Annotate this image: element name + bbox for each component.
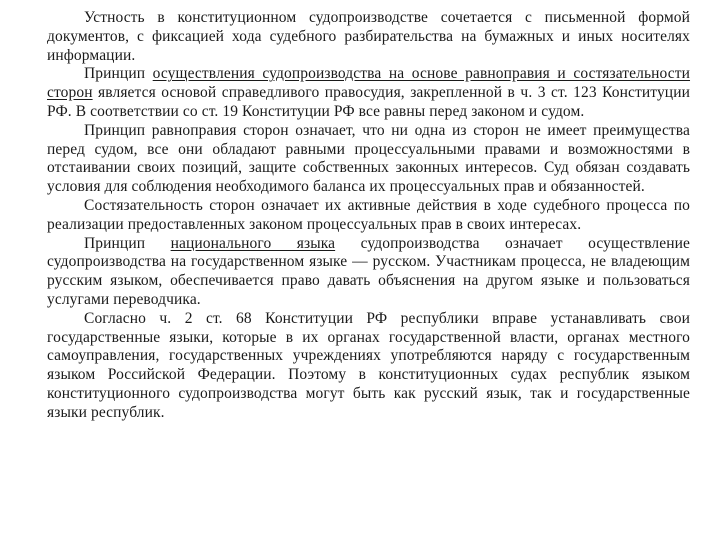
- paragraph-adversarial-principle: [47, 65, 690, 121]
- paragraph-text: Принцип равноправия сторон означает, что ни одна из сторон не имеет преимущества перед судом, все они обладают равными процессуальными правами и возможностями в отстаивании своих позиций, защите собственных законных интересов. Суд обязан создавать условия для соблюдения необходимого баланса их процессуальных прав и обязанностей.: [47, 121, 690, 196]
- paragraph-national-language: [47, 235, 690, 310]
- underlined-term: национального языка: [170, 234, 336, 252]
- document-page: [47, 9, 690, 423]
- paragraph-adversarialness: [47, 197, 690, 235]
- paragraph-text: является основой справедливого правосудия, закрепленной в ч. 3 ст. 123 Конституции РФ. В соответствии со ст. 19 Конституции РФ все равны перед законом и судом.: [47, 84, 690, 120]
- paragraph-republic-languages: [47, 310, 690, 423]
- underlined-term: осуществления судопроизводства на основе равноправия и состязательности сторон: [47, 65, 691, 102]
- paragraph-equality-of-parties: [47, 122, 690, 197]
- paragraph-text: Устность в конституционном судопроизводстве сочетается с письменной формой документов, с фиксацией хода судебного разбирательства на бумажных и иных носителях информации.: [47, 9, 690, 64]
- paragraph-orality: [47, 9, 690, 65]
- paragraph-text: Состязательность сторон означает их активные действия в ходе судебного процесса по реализации предоставленных законом процессуальных прав в своих интересах.: [47, 196, 690, 233]
- paragraph-text: судопроизводства означает осуществление судопроизводства на государственном языке — русском. Участникам процесса, не владеющим русским языком, обеспечивается право давать объяснения на другом языке и пользоваться услугами переводчика.: [47, 234, 691, 308]
- paragraph-text: Принцип: [84, 65, 153, 83]
- paragraph-text: Согласно ч. 2 ст. 68 Конституции РФ республики вправе устанавливать свои государственные языки, которые в их органах государственной власти, органах местного самоуправления, государственных учреждениях употребляются наряду с государственным языком Российской Федерации. Поэтому в конституционных судах республик языком конституционного судопроизводства могут быть как русский язык, так и государственные языки республик.: [47, 309, 690, 421]
- paragraph-text: Принцип: [84, 234, 171, 252]
